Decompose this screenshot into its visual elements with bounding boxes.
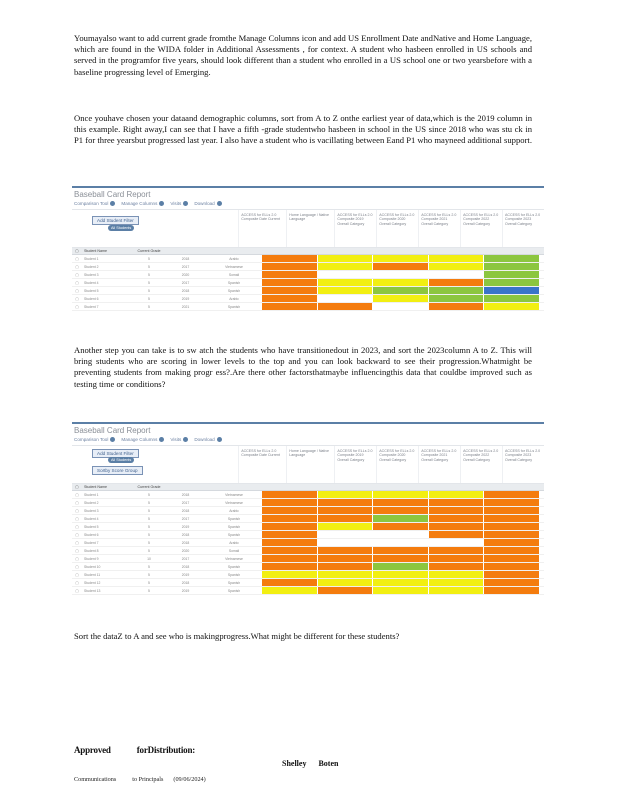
header-date: ACCESS for ELLs 2.0 Composite Date Current <box>238 446 286 483</box>
score-cell[interactable] <box>483 507 539 514</box>
enrollment-date: 2019 <box>181 572 190 577</box>
column-header-row <box>72 248 544 255</box>
enrollment-date: 2019 <box>181 524 190 529</box>
table-row[interactable] <box>72 579 544 587</box>
score-cell[interactable] <box>372 499 428 506</box>
row-checkbox[interactable]: ▢ <box>75 580 79 585</box>
student-name: Student 13 <box>84 588 101 593</box>
student-grade: 5 <box>148 280 150 285</box>
enrollment-date: 2018 <box>181 256 190 261</box>
student-grade: 5 <box>148 540 150 545</box>
enrollment-date: 2018 <box>181 540 190 545</box>
score-cell[interactable] <box>261 571 317 578</box>
student-name: Student 12 <box>84 580 101 585</box>
table-row[interactable] <box>72 507 544 515</box>
score-cell[interactable] <box>261 287 317 294</box>
table-row[interactable] <box>72 255 544 263</box>
report-rows <box>72 255 544 311</box>
student-grade: 5 <box>148 508 150 513</box>
row-checkbox[interactable]: ▢ <box>75 564 79 569</box>
score-cell[interactable] <box>317 287 373 294</box>
student-grade: 5 <box>148 256 150 261</box>
score-cell[interactable] <box>317 571 373 578</box>
score-cell[interactable] <box>372 295 428 302</box>
score-cell[interactable] <box>261 295 317 302</box>
score-cell[interactable] <box>428 507 484 514</box>
student-grade: 5 <box>148 304 150 309</box>
score-cell[interactable] <box>428 271 484 278</box>
score-cell[interactable] <box>261 539 317 546</box>
score-cell[interactable] <box>428 303 484 310</box>
student-name: Student 11 <box>84 572 101 577</box>
home-language: Vietnamese <box>225 264 243 269</box>
score-cell[interactable] <box>483 295 539 302</box>
home-language: Vietnamese <box>225 492 243 497</box>
score-cell[interactable] <box>428 295 484 302</box>
enrollment-date: 2018 <box>181 492 190 497</box>
score-cell[interactable] <box>372 523 428 530</box>
enrollment-date: 2017 <box>181 280 190 285</box>
report-top-rule <box>72 422 544 424</box>
enrollment-date: 2018 <box>181 580 190 585</box>
student-grade: 5 <box>148 524 150 529</box>
student-name: Student 6 <box>84 296 99 301</box>
home-language: Arabic <box>229 296 239 301</box>
student-name: Student 3 <box>84 272 99 277</box>
score-cell[interactable] <box>428 263 484 270</box>
score-cell[interactable] <box>428 547 484 554</box>
row-checkbox[interactable]: ▢ <box>75 556 79 561</box>
student-name: Student 6 <box>84 532 99 537</box>
row-checkbox[interactable]: ▢ <box>75 524 79 529</box>
score-cell[interactable] <box>483 571 539 578</box>
score-cell[interactable] <box>483 287 539 294</box>
score-cell[interactable] <box>372 587 428 594</box>
score-cell[interactable] <box>317 547 373 554</box>
footer-type: Communications <box>74 776 117 783</box>
score-cell[interactable] <box>261 499 317 506</box>
score-cell[interactable] <box>317 515 373 522</box>
score-cell[interactable] <box>428 587 484 594</box>
approved-label: Approved <box>74 745 111 755</box>
baseball-card-report-1 <box>72 186 544 332</box>
home-language: Vietnamese <box>225 500 243 505</box>
home-language: Spanish <box>227 564 241 569</box>
enrollment-date: 2018 <box>181 564 190 569</box>
download-icon <box>217 437 222 442</box>
student-grade: 5 <box>148 532 150 537</box>
student-grade: 5 <box>148 296 150 301</box>
score-cell[interactable] <box>317 255 373 262</box>
select-all-checkbox[interactable]: ▢ <box>75 249 79 253</box>
signer-last-name: Boten <box>318 759 339 768</box>
score-cell[interactable] <box>428 563 484 570</box>
header-2021[interactable]: ACCESS for ELLs 2.0 Composite 2021 Overall Category <box>418 210 460 247</box>
manage-columns-button[interactable]: Manage Columns <box>121 201 164 206</box>
score-cell[interactable] <box>261 547 317 554</box>
home-language: Spanish <box>227 280 241 285</box>
row-checkbox[interactable]: ▢ <box>75 280 79 285</box>
score-cell[interactable] <box>317 271 373 278</box>
student-name: Student 5 <box>84 288 99 293</box>
student-grade: 10 <box>147 556 151 561</box>
student-grade: 5 <box>148 548 150 553</box>
score-cell[interactable] <box>483 263 539 270</box>
table-row[interactable] <box>72 531 544 539</box>
score-cell[interactable] <box>261 555 317 562</box>
enrollment-date: 2017 <box>181 264 190 269</box>
row-checkbox[interactable]: ▢ <box>75 288 79 293</box>
home-language: Somali <box>228 272 240 277</box>
score-cell[interactable] <box>372 507 428 514</box>
score-cell[interactable] <box>372 287 428 294</box>
all-students-pill[interactable]: All Students <box>108 457 134 463</box>
enrollment-date: 2019 <box>181 588 190 593</box>
score-cell[interactable] <box>483 579 539 586</box>
score-cell[interactable] <box>483 491 539 498</box>
score-cell[interactable] <box>483 539 539 546</box>
report-header-row <box>72 446 544 484</box>
score-cell[interactable] <box>372 555 428 562</box>
score-cell[interactable] <box>317 555 373 562</box>
score-cell[interactable] <box>317 579 373 586</box>
distribution-footer <box>74 776 206 783</box>
add-student-filter-button[interactable]: Add Student Filter <box>92 449 139 458</box>
table-row[interactable] <box>72 555 544 563</box>
score-cell[interactable] <box>317 523 373 530</box>
home-language: Spanish <box>227 524 241 529</box>
current-grade-column[interactable]: Current Grade <box>137 249 161 253</box>
score-cell[interactable] <box>483 303 539 310</box>
home-language: Spanish <box>227 580 241 585</box>
report-header-row <box>72 210 544 248</box>
score-cell[interactable] <box>372 263 428 270</box>
row-checkbox[interactable]: ▢ <box>75 572 79 577</box>
table-row[interactable] <box>72 571 544 579</box>
footer-date: (09/06/2024) <box>173 776 206 783</box>
download-icon <box>217 201 222 206</box>
table-row[interactable] <box>72 523 544 531</box>
home-language: Arabic <box>229 256 239 261</box>
student-grade: 5 <box>148 588 150 593</box>
baseball-card-report-2 <box>72 422 544 622</box>
score-cell[interactable] <box>372 563 428 570</box>
header-2020[interactable]: ACCESS for ELLs 2.0 Composite 2020 Overall Category <box>376 210 418 247</box>
score-cell[interactable] <box>317 507 373 514</box>
eye-icon <box>183 201 188 206</box>
table-row[interactable] <box>72 499 544 507</box>
student-grade: 5 <box>148 272 150 277</box>
score-cell[interactable] <box>372 579 428 586</box>
download-button[interactable]: Download <box>194 437 221 442</box>
signer-name <box>282 759 338 768</box>
student-name: Student 4 <box>84 280 99 285</box>
home-language: Arabic <box>229 540 239 545</box>
score-cell[interactable] <box>317 539 373 546</box>
table-row[interactable] <box>72 279 544 287</box>
student-name: Student 3 <box>84 508 99 513</box>
student-grade: 5 <box>148 572 150 577</box>
score-cell[interactable] <box>428 531 484 538</box>
score-cell[interactable] <box>483 555 539 562</box>
score-cell[interactable] <box>372 271 428 278</box>
score-cell[interactable] <box>317 295 373 302</box>
current-grade-column[interactable]: Current Grade <box>137 485 161 489</box>
row-checkbox[interactable]: ▢ <box>75 264 79 269</box>
header-date: ACCESS for ELLs 2.0 Composite Date Current <box>238 210 286 247</box>
score-cell[interactable] <box>317 563 373 570</box>
score-cell[interactable] <box>483 499 539 506</box>
header-2020[interactable]: ACCESS for ELLs 2.0 Composite 2020 Overall Category <box>376 446 418 483</box>
header-2022[interactable]: ACCESS for ELLs 2.0 Composite 2022 Overall Category <box>460 446 502 483</box>
header-2022[interactable]: ACCESS for ELLs 2.0 Composite 2022 Overall Category <box>460 210 502 247</box>
score-cell[interactable] <box>483 271 539 278</box>
student-name: Student 2 <box>84 500 99 505</box>
sort-z-to-a-paragraph: Sort the dataZ to A and see who is makingprogress.What might be different for these students? <box>74 631 400 641</box>
student-name: Student 2 <box>84 264 99 269</box>
student-grade: 5 <box>148 500 150 505</box>
student-name-column[interactable]: Student Name <box>84 249 107 253</box>
score-cell[interactable] <box>483 531 539 538</box>
score-cell[interactable] <box>317 587 373 594</box>
score-cell[interactable] <box>261 255 317 262</box>
score-cell[interactable] <box>261 523 317 530</box>
select-all-checkbox[interactable]: ▢ <box>75 485 79 489</box>
home-language: Spanish <box>227 588 241 593</box>
filter-area <box>72 210 238 247</box>
approval-line <box>74 745 195 755</box>
add-student-filter-button[interactable]: Add Student Filter <box>92 216 139 225</box>
score-cell[interactable] <box>261 563 317 570</box>
score-cell[interactable] <box>428 287 484 294</box>
student-grade: 5 <box>148 564 150 569</box>
home-language: Spanish <box>227 516 241 521</box>
student-name: Student 10 <box>84 564 101 569</box>
table-row[interactable] <box>72 287 544 295</box>
header-language: Home Language / Native Language <box>286 446 334 483</box>
report-title: Baseball Card Report <box>74 426 151 435</box>
report-grid <box>72 445 544 595</box>
home-language: Spanish <box>227 288 241 293</box>
footer-recipients: to Principals <box>132 776 164 783</box>
visits-button[interactable]: Visits <box>170 437 188 442</box>
score-cell[interactable] <box>372 255 428 262</box>
score-cell[interactable] <box>261 491 317 498</box>
enrollment-date: 2018 <box>181 508 190 513</box>
row-checkbox[interactable]: ▢ <box>75 304 79 309</box>
table-row[interactable] <box>72 491 544 499</box>
student-grade: 5 <box>148 264 150 269</box>
score-cell[interactable] <box>483 587 539 594</box>
score-cell[interactable] <box>483 279 539 286</box>
score-cell[interactable] <box>261 579 317 586</box>
enrollment-date: 2019 <box>181 296 190 301</box>
student-name: Student 8 <box>84 548 99 553</box>
row-checkbox[interactable]: ▢ <box>75 500 79 505</box>
header-2019[interactable]: ACCESS for ELLs 2.0 Composite 2019 Overall Category <box>334 210 376 247</box>
score-cell[interactable] <box>372 491 428 498</box>
header-2019[interactable]: ACCESS for ELLs 2.0 Composite 2019 Overall Category <box>334 446 376 483</box>
score-cell[interactable] <box>317 303 373 310</box>
home-language: Vietnamese <box>225 556 243 561</box>
score-cell[interactable] <box>483 523 539 530</box>
row-checkbox[interactable]: ▢ <box>75 516 79 521</box>
student-name: Student 9 <box>84 556 99 561</box>
row-checkbox[interactable]: ▢ <box>75 272 79 277</box>
score-cell[interactable] <box>428 539 484 546</box>
student-name: Student 1 <box>84 256 99 261</box>
score-cell[interactable] <box>317 499 373 506</box>
score-cell[interactable] <box>372 515 428 522</box>
score-cell[interactable] <box>372 279 428 286</box>
comparison-tool-button[interactable]: Comparison Tool <box>74 201 115 206</box>
score-cell[interactable] <box>317 279 373 286</box>
for-distribution-label: forDistribution: <box>136 745 196 755</box>
manage-columns-button[interactable]: Manage Columns <box>121 437 164 442</box>
columns-icon <box>159 437 164 442</box>
header-language: Home Language / Native Language <box>286 210 334 247</box>
score-cell[interactable] <box>483 547 539 554</box>
enrollment-date: 2020 <box>181 272 190 277</box>
row-checkbox[interactable]: ▢ <box>75 540 79 545</box>
visits-button[interactable]: Visits <box>170 201 188 206</box>
student-grade: 5 <box>148 492 150 497</box>
sorting-paragraph: Once youhave chosen your dataand demographic columns, sort from A to Z onthe earliest year of data,which is the 2019 column in this example. Right away,I can see that I have a fifth -grade studentwho hasbeen in school in the US since 2018 who was stu ck in P1 for three yearsbut progressed last year. I also have a student who is vacillating between Eand P1 who mayneed additional support. <box>74 113 532 146</box>
score-cell[interactable] <box>428 499 484 506</box>
report-title: Baseball Card Report <box>74 190 151 199</box>
report-rows <box>72 491 544 595</box>
row-checkbox[interactable]: ▢ <box>75 588 79 593</box>
enrollment-date: 2020 <box>181 548 190 553</box>
column-header-row <box>72 484 544 491</box>
table-row[interactable] <box>72 515 544 523</box>
enrollment-date: 2017 <box>181 556 190 561</box>
gear-icon <box>110 201 115 206</box>
header-2023[interactable]: ACCESS for ELLs 2.0 Composite 2023 Overall Category <box>502 210 544 247</box>
header-2021[interactable]: ACCESS for ELLs 2.0 Composite 2021 Overall Category <box>418 446 460 483</box>
download-button[interactable]: Download <box>194 201 221 206</box>
comparison-tool-button[interactable]: Comparison Tool <box>74 437 115 442</box>
score-cell[interactable] <box>428 279 484 286</box>
score-cell[interactable] <box>261 263 317 270</box>
report-top-rule <box>72 186 544 188</box>
columns-icon <box>159 201 164 206</box>
score-cell[interactable] <box>372 303 428 310</box>
student-name: Student 7 <box>84 540 99 545</box>
score-cell[interactable] <box>428 523 484 530</box>
enrollment-date: 2018 <box>181 532 190 537</box>
row-checkbox[interactable]: ▢ <box>75 508 79 513</box>
score-cell[interactable] <box>317 531 373 538</box>
student-grade: 5 <box>148 516 150 521</box>
score-cell[interactable] <box>428 571 484 578</box>
table-row[interactable] <box>72 547 544 555</box>
eye-icon <box>183 437 188 442</box>
sort-by-score-group-button[interactable]: Sortby Score Group <box>92 466 143 475</box>
score-cell[interactable] <box>261 515 317 522</box>
table-row[interactable] <box>72 271 544 279</box>
table-row[interactable] <box>72 303 544 311</box>
score-cell[interactable] <box>372 539 428 546</box>
home-language: Spanish <box>227 572 241 577</box>
score-cell[interactable] <box>261 507 317 514</box>
score-cell[interactable] <box>428 255 484 262</box>
score-cell[interactable] <box>261 587 317 594</box>
home-language: Somali <box>228 548 240 553</box>
student-name-column[interactable]: Student Name <box>84 485 107 489</box>
table-row[interactable] <box>72 295 544 303</box>
gear-icon <box>110 437 115 442</box>
enrollment-date: 2018 <box>181 288 190 293</box>
score-cell[interactable] <box>261 531 317 538</box>
score-cell[interactable] <box>261 271 317 278</box>
student-grade: 5 <box>148 580 150 585</box>
score-cell[interactable] <box>261 303 317 310</box>
score-cell[interactable] <box>483 563 539 570</box>
score-cell[interactable] <box>428 579 484 586</box>
row-checkbox[interactable]: ▢ <box>75 256 79 261</box>
intro-paragraph: Youmayalso want to add current grade fromthe Manage Columns icon and add US Enrollment Date andNative and Home Language, which are found in the WIDA folder in Additional Assessments , for context. A student who hasbeen enrolled in US schools and served in the programfor five years, should look different than a student who enrolled in a US school one or two yearsbefore with a baseline progressing level of Emerging. <box>74 33 532 77</box>
all-students-pill[interactable]: All Students <box>108 225 134 231</box>
report-toolbar <box>74 201 544 206</box>
score-cell[interactable] <box>317 491 373 498</box>
score-cell[interactable] <box>428 555 484 562</box>
table-row[interactable] <box>72 587 544 595</box>
student-name: Student 5 <box>84 524 99 529</box>
score-cell[interactable] <box>483 515 539 522</box>
home-language: Arabic <box>229 508 239 513</box>
enrollment-date: 2021 <box>181 304 190 309</box>
table-row[interactable] <box>72 263 544 271</box>
row-checkbox[interactable]: ▢ <box>75 492 79 497</box>
row-checkbox[interactable]: ▢ <box>75 548 79 553</box>
home-language: Spanish <box>227 304 241 309</box>
table-row[interactable] <box>72 563 544 571</box>
enrollment-date: 2017 <box>181 500 190 505</box>
enrollment-date: 2017 <box>181 516 190 521</box>
header-2023[interactable]: ACCESS for ELLs 2.0 Composite 2023 Overall Category <box>502 446 544 483</box>
score-cell[interactable] <box>483 255 539 262</box>
transition-paragraph: Another step you can take is to sw atch the students who have transitionedout in 2023, and sort the 2023column A to Z. This will bring students who are scoring in lower levels to the top and you can look backward to see their progression.Whatmight be preventing students from making progr ess?.Are there other factorsthatmaybe influencingthis data that couldbe improved such as testing time or conditions? <box>74 345 532 389</box>
student-name: Student 1 <box>84 492 99 497</box>
home-language: Spanish <box>227 532 241 537</box>
score-cell[interactable] <box>261 279 317 286</box>
row-checkbox[interactable]: ▢ <box>75 296 79 301</box>
score-cell[interactable] <box>372 547 428 554</box>
student-name: Student 4 <box>84 516 99 521</box>
table-row[interactable] <box>72 539 544 547</box>
student-name: Student 7 <box>84 304 99 309</box>
score-cell[interactable] <box>317 263 373 270</box>
signer-first-name: Shelley <box>282 759 307 768</box>
score-cell[interactable] <box>372 531 428 538</box>
filter-area <box>72 446 238 483</box>
score-cell[interactable] <box>428 491 484 498</box>
report-toolbar <box>74 437 544 442</box>
row-checkbox[interactable]: ▢ <box>75 532 79 537</box>
report-grid <box>72 209 544 311</box>
score-cell[interactable] <box>428 515 484 522</box>
student-grade: 5 <box>148 288 150 293</box>
score-cell[interactable] <box>372 571 428 578</box>
